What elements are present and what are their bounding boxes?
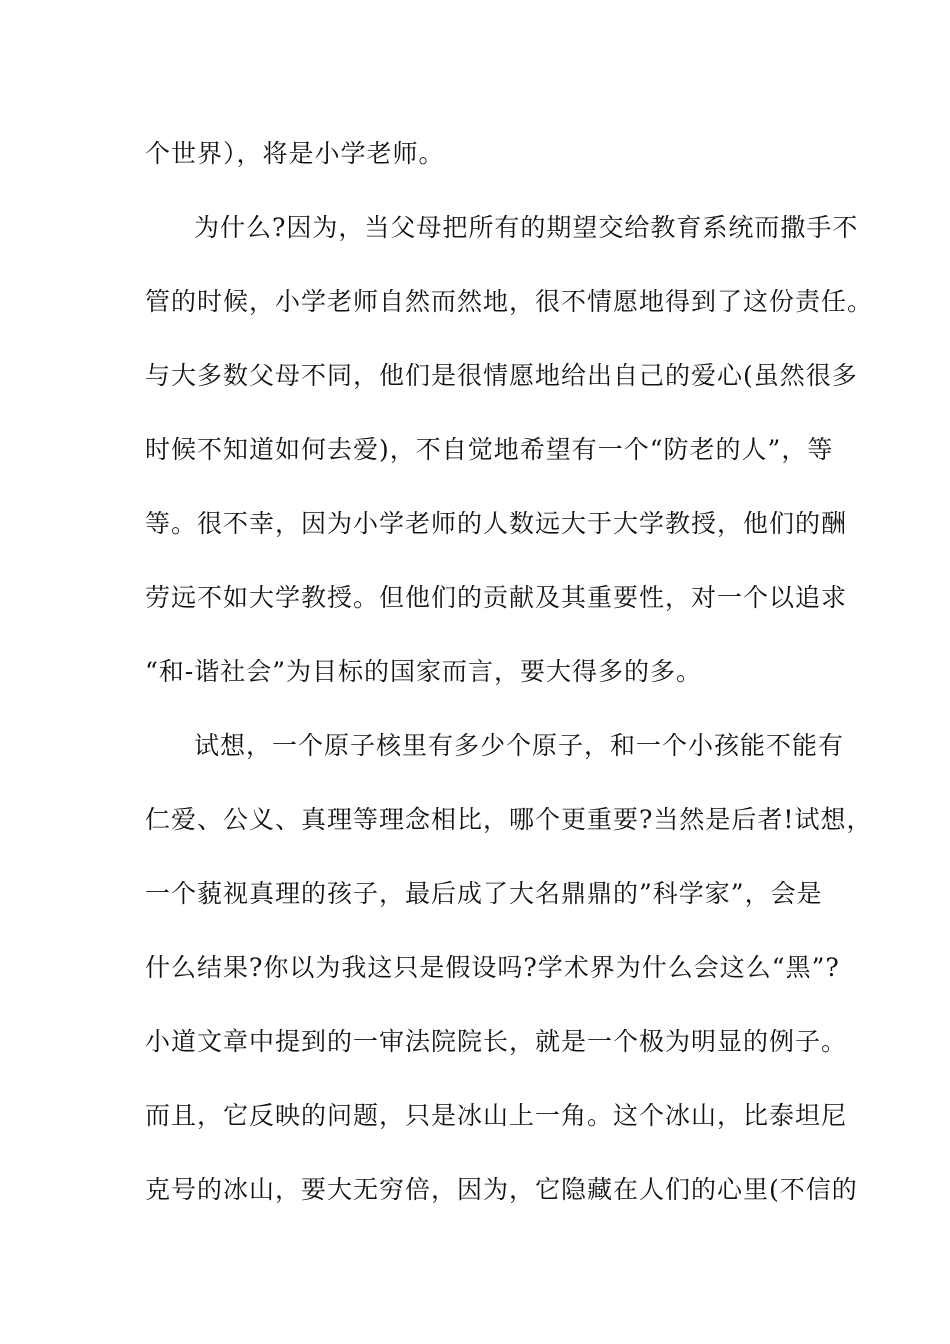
text-line: 管的时候，小学老师自然而然地，很不情愿地得到了这份责任。 <box>145 287 874 316</box>
text-line: 克号的冰山，要大无穷倍，因为，它隐藏在人们的心里(不信的 <box>145 1175 858 1204</box>
text-line: 时候不知道如何去爱)，不自觉地希望有一个“防老的人”，等 <box>145 435 834 464</box>
text-line: 劳远不如大学教授。但他们的贡献及其重要性，对一个以追求 <box>145 583 848 612</box>
text-line: 与大多数父母不同，他们是很情愿地给出自己的爱心(虽然很多 <box>145 361 858 390</box>
paragraph-start-line: 试想，一个原子核里有多少个原子，和一个小孩能不能有 <box>194 731 845 760</box>
paragraph-start-line: 为什么?因为，当父母把所有的期望交给教育系统而撒手不 <box>194 213 859 242</box>
text-line: 个世界），将是小学老师。 <box>145 139 445 168</box>
text-line: 小道文章中提到的一审法院院长，就是一个极为明显的例子。 <box>145 1027 848 1056</box>
text-line: 等。很不幸，因为小学老师的人数远大于大学教授，他们的酬 <box>145 509 848 538</box>
text-line: “和-谐社会”为目标的国家而言，要大得多的多。 <box>145 657 703 686</box>
text-line: 仁爱、公义、真理等理念相比，哪个更重要?当然是后者!试想， <box>145 805 873 834</box>
text-line: 一个藐视真理的孩子，最后成了大名鼎鼎的”科学家”，会是 <box>145 879 823 908</box>
text-line: 什么结果?你以为我这只是假设吗?学术界为什么会这么“黑”? <box>145 953 840 982</box>
text-line: 而且，它反映的问题，只是冰山上一角。这个冰山，比泰坦尼 <box>145 1101 848 1130</box>
